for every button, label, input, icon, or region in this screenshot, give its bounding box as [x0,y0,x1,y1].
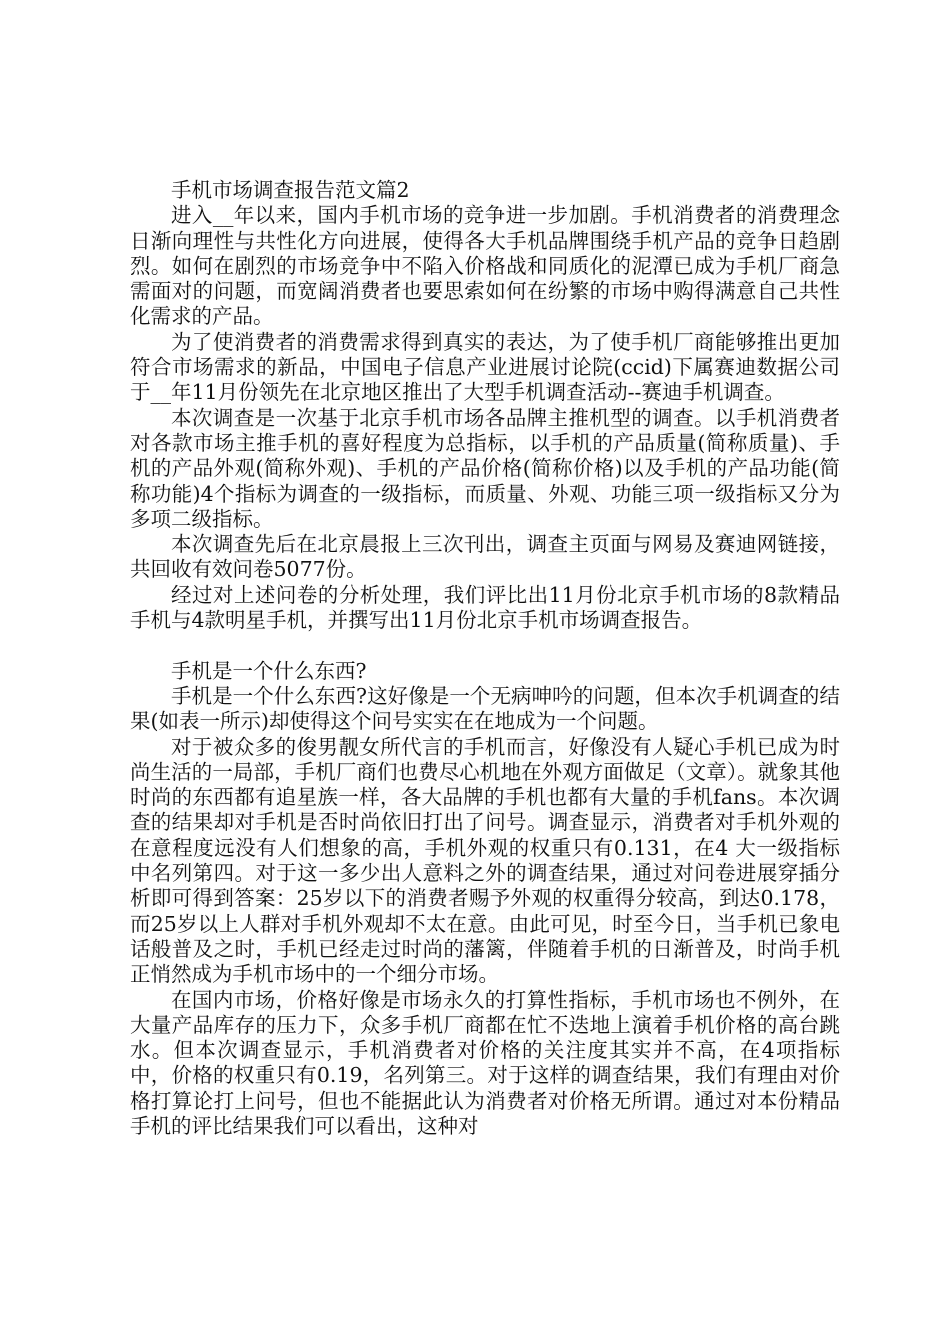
paragraph-purpose: 为了使消费者的消费需求得到真实的表达，为了使手机厂商能够推出更加符合市场需求的新品，中国电子信息产业进展讨论院(ccid)下属赛迪数据公司于__年11月份领先在北京地区推出了大型手机调查活动--赛迪手机调查。 [130,329,840,405]
paragraph-method: 本次调查是一次基于北京手机市场各品牌主推机型的调查。以手机消费者对各款市场主推手机的喜好程度为总指标，以手机的产品质量(简称质量)、手机的产品外观(简称外观)、手机的产品价格(简称价格)以及手机的产品功能(简称功能)4个指标为调查的一级指标，而质量、外观、功能三项一级指标又分为多项二级指标。 [130,405,840,531]
paragraph-question: 手机是一个什么东西?这好像是一个无病呻吟的问题，但本次手机调查的结果(如表一所示)却使得这个问号实实在在地成为一个问题。 [130,683,840,734]
paragraph-publication: 本次调查先后在北京晨报上三次刊出，调查主页面与网易及赛迪网链接，共回收有效问卷5077份。 [130,532,840,582]
paragraph-gap [130,633,840,658]
paragraph-appearance: 对于被众多的俊男靓女所代言的手机而言，好像没有人疑心手机已成为时尚生活的一局部，手机厂商们也费尽心机地在外观方面做足（文章）。就象其他时尚的东西都有追星族一样，各大品牌的手机也都有大量的手机fans。本次调查的结果却对手机是否时尚依旧打出了问号。调查显示，消费者对手机外观的在意程度远没有人们想象的高，手机外观的权重只有0.131，在4 大一级指标中名列第四。对于这一多少出人意料之外的调查结果，通过对问卷进展穿插分析即可得到答案：25岁以下的消费者赐予外观的权重得分较高，到达0.178，而25岁以上人群对手机外观却不太在意。由此可见，时至今日，当手机已象电话般普及之时，手机已经走过时尚的藩篱，伴随着手机的日渐普及，时尚手机正悄然成为手机市场中的一个细分市场。 [130,734,840,987]
paragraph-intro: 进入__年以来，国内手机市场的竞争进一步加剧。手机消费者的消费理念日渐向理性与共性化方向进展，使得各大手机品牌围绕手机产品的竞争日趋剧烈。如何在剧烈的市场竞争中不陷入价格战和同质化的泥潭已成为手机厂商急需面对的问题，而宽阔消费者也要思索如何在纷繁的市场中购得满意自己共性化需求的产品。 [130,203,840,329]
paragraph-price: 在国内市场，价格好像是市场永久的打算性指标，手机市场也不例外，在大量产品库存的压力下，众多手机厂商都在忙不迭地上演着手机价格的高台跳水。但本次调查显示，手机消费者对价格的关注度其实并不高，在4项指标中，价格的权重只有0.19，名列第三。对于这样的调查结果，我们有理由对价格打算论打上问号，但也不能据此认为消费者对价格无所谓。通过对本份精品手机的评比结果我们可以看出，这种对 [130,987,840,1138]
document-title: 手机市场调查报告范文篇2 [171,178,410,202]
document-body [130,178,840,1139]
section-heading: 手机是一个什么东西? [171,658,367,683]
paragraph-results: 经过对上述问卷的分析处理，我们评比出11月份北京手机市场的8款精品手机与4款明星手机，并撰写出11月份北京手机市场调查报告。 [130,582,840,633]
